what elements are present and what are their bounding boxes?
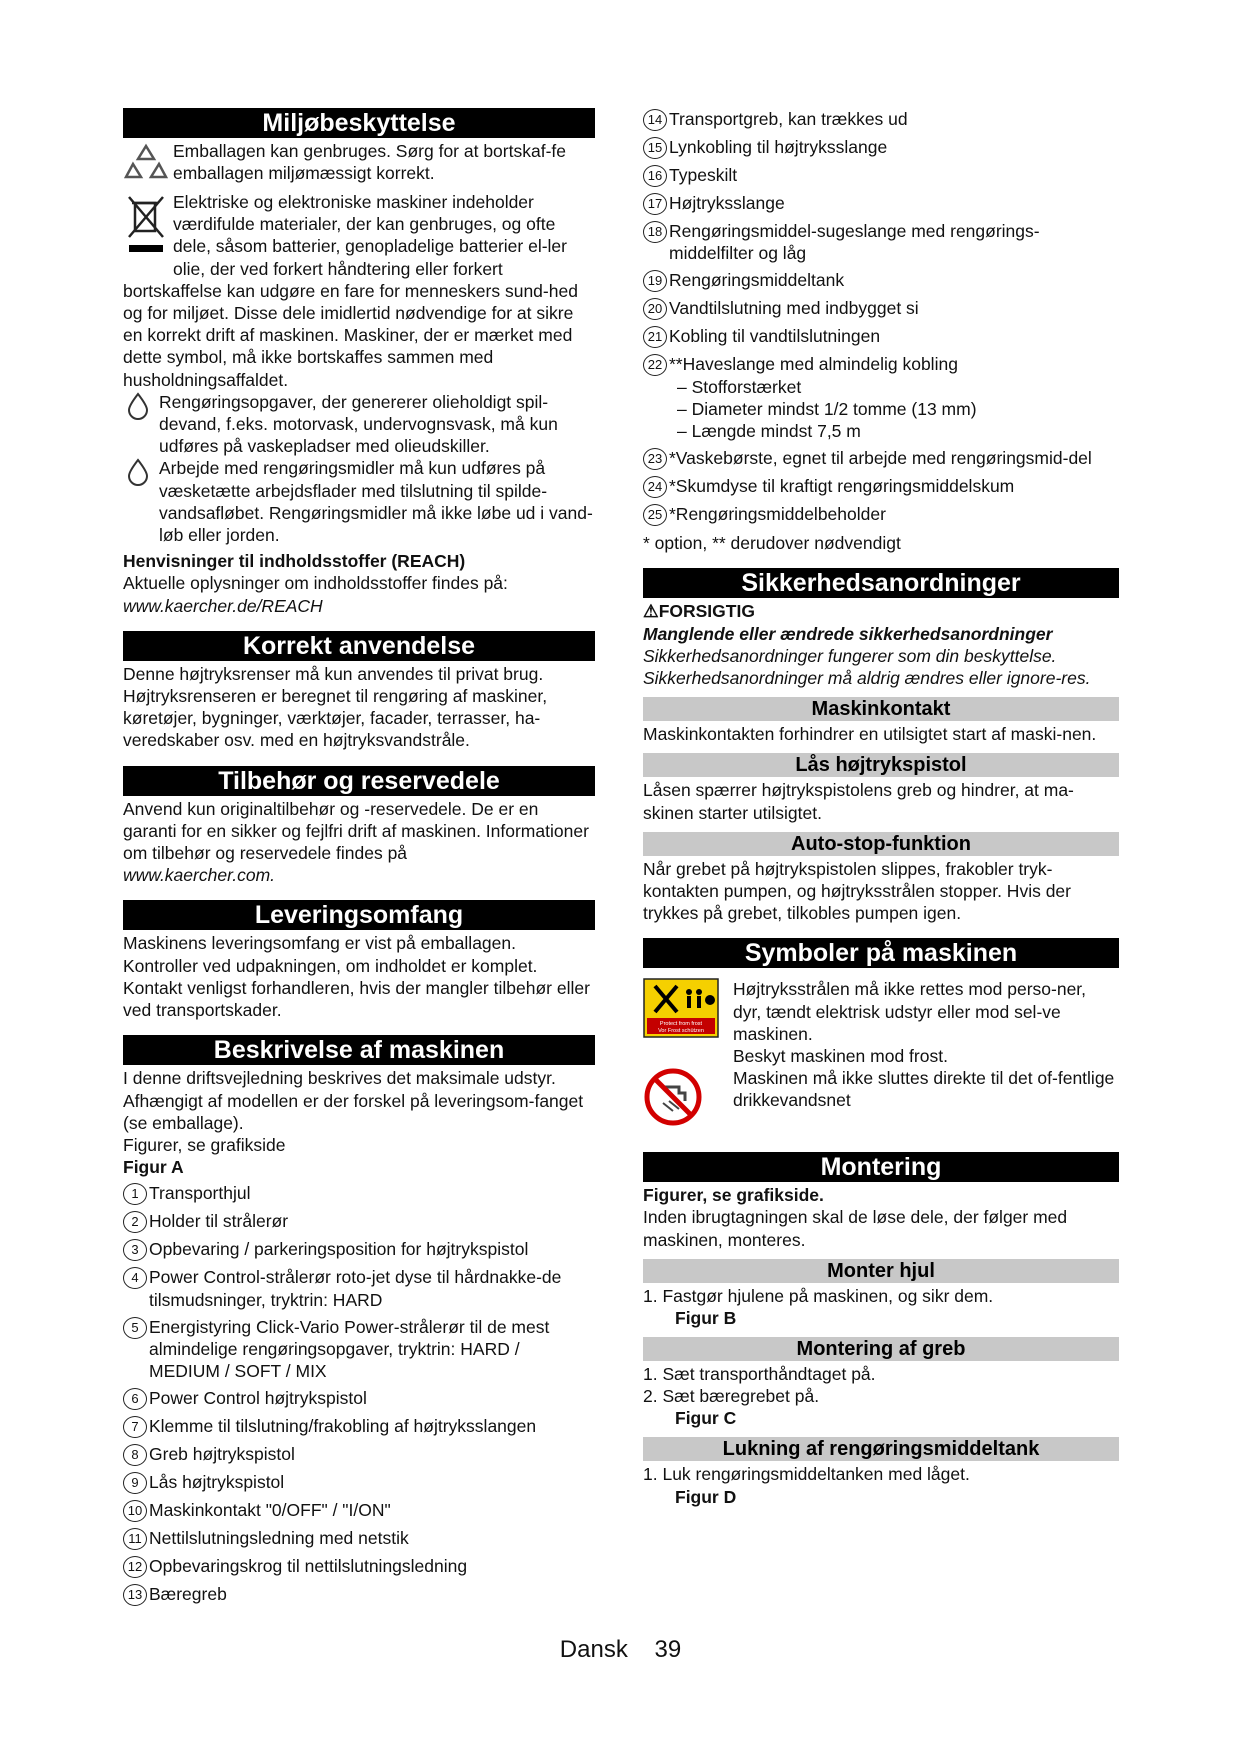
hose-spec: – Længde mindst 7,5 m bbox=[677, 421, 861, 442]
item-number-badge: 24 bbox=[643, 476, 667, 498]
legend-item bbox=[643, 269, 1119, 292]
section-tilbehor bbox=[123, 766, 595, 887]
legend-item bbox=[643, 325, 1119, 348]
montering-text: Inden ibrugtagningen skal de løse dele, der følger med maskinen, monteres. bbox=[643, 1207, 1068, 1250]
item-label: Power Control højtrykspistol bbox=[149, 1388, 367, 1409]
autostop-text: Når grebet på højtrykspistolen slippes, frakobler tryk-kontakten pumpen, og højtryksstrålen stopper. Hvis der trykkes på grebet, tilkobles pumpen igen. bbox=[643, 858, 1071, 924]
item-number-badge: 19 bbox=[643, 270, 667, 292]
item-number-badge: 20 bbox=[643, 298, 667, 320]
item-label: *Skumdyse til kraftigt rengøringsmiddelskum bbox=[669, 476, 1015, 497]
greb-step-2: 2. Sæt bæregrebet på. bbox=[643, 1386, 820, 1407]
item-number-badge: 14 bbox=[643, 109, 667, 131]
item-number-badge: 17 bbox=[643, 193, 667, 215]
heading-korrekt: Korrekt anvendelse bbox=[123, 631, 595, 661]
legend-item bbox=[123, 1210, 595, 1233]
item-label: Rengøringsmiddeltank bbox=[669, 270, 845, 291]
legend-item bbox=[123, 1387, 595, 1410]
item-number-badge: 3 bbox=[123, 1239, 147, 1261]
item-number-badge: 4 bbox=[123, 1267, 147, 1289]
item-number-badge: 5 bbox=[123, 1317, 147, 1339]
page-footer bbox=[0, 1636, 1241, 1664]
right-column bbox=[643, 108, 1119, 1508]
item-label: *Rengøringsmiddelbeholder bbox=[669, 504, 886, 525]
item-label: Holder til strålerør bbox=[149, 1211, 289, 1232]
item-label: Nettilslutningsledning med netstik bbox=[149, 1528, 409, 1549]
item-label: Lås højtrykspistol bbox=[149, 1472, 285, 1493]
laas-text: Låsen spærrer højtrykspistolens greb og hindrer, at ma-skinen starter utilsigtet. bbox=[643, 780, 1074, 823]
item-number-badge: 8 bbox=[123, 1444, 147, 1466]
miljo-paragraph-3: Rengøringsopgaver, der genererer olieholdigt spil-devand, f.eks. motorvask, undervognsvask, må kun udføres på vaskepladser med olieudskiller. bbox=[159, 391, 558, 457]
legend-item bbox=[643, 164, 1119, 187]
item-number-badge: 9 bbox=[123, 1472, 147, 1494]
section-montering bbox=[643, 1152, 1119, 1251]
heading-maskinkontakt: Maskinkontakt bbox=[643, 697, 1119, 721]
section-sikkerhed bbox=[643, 568, 1119, 689]
item-number-badge: 18 bbox=[643, 221, 667, 243]
legend-item bbox=[643, 220, 1119, 264]
symbol-2-text: Maskinen må ikke sluttes direkte til det of-fentlige drikkevandsnet bbox=[733, 1068, 1115, 1111]
tilbehor-text: Anvend kun originaltilbehør og -reservedele. De er en garanti for en sikker og fejlfri drift af maskinen. Informationer om tilbehør og reservedele findes på bbox=[123, 798, 589, 864]
section-korrekt bbox=[123, 631, 595, 752]
reach-link[interactable]: www.kaercher.de/REACH bbox=[123, 595, 323, 616]
miljo-paragraph-2a: Elektriske og elektroniske maskiner indeholder værdifulde materialer, der kan genbruges, og ofte dele, såsom batterier, genopladelige batterier el-ler olie, der ved forkert håndtering eller forkert bbox=[173, 192, 567, 279]
section-autostop bbox=[643, 832, 1119, 925]
item-label: **Haveslange med almindelig kobling bbox=[669, 354, 958, 375]
item-label: Transportgreb, kan trækkes ud bbox=[669, 109, 908, 129]
heading-montering: Montering bbox=[643, 1152, 1119, 1182]
item-label: Kobling til vandtilslutningen bbox=[669, 326, 881, 347]
legend-item bbox=[123, 1471, 595, 1494]
figure-a-label: Figur A bbox=[123, 1157, 184, 1178]
tilbehor-link[interactable]: www.kaercher.com. bbox=[123, 865, 276, 886]
miljo-paragraph-4: Arbejde med rengøringsmidler må kun udføres på væsketætte arbejdsflader med tilslutning til spilde-vandsafløbet. Rengøringsmidler må ikke løbe ud i vand-løb eller jorden. bbox=[159, 458, 593, 546]
warning-title: Manglende eller ændrede sikkerhedsanordninger bbox=[643, 623, 1053, 644]
item-number-badge: 15 bbox=[643, 137, 667, 159]
section-laas bbox=[643, 753, 1119, 823]
item-label: Højtryksslange bbox=[669, 193, 785, 213]
legend-item bbox=[643, 108, 1119, 131]
crossed-bin-icon bbox=[123, 191, 173, 262]
section-hjul bbox=[643, 1259, 1119, 1329]
greb-step-1: 1. Sæt transporthåndtaget på. bbox=[643, 1364, 876, 1385]
lukning-step-1: 1. Luk rengøringsmiddeltanken med låget. bbox=[643, 1464, 970, 1485]
page-number: 39 bbox=[654, 1636, 682, 1663]
hjul-step-1: 1. Fastgør hjulene på maskinen, og sikr dem. bbox=[643, 1285, 994, 1306]
item-label: Power Control-strålerør roto-jet dyse til hårdnakke-de tilsmudsninger, tryktrin: HARD bbox=[149, 1267, 562, 1310]
item-number-badge: 22 bbox=[643, 354, 667, 376]
section-beskrivelse bbox=[123, 1035, 595, 1606]
legend-list-right bbox=[643, 108, 1119, 526]
legend-item bbox=[643, 475, 1119, 498]
item-label: Lynkobling til højtryksslange bbox=[669, 137, 888, 157]
heading-hjul: Monter hjul bbox=[643, 1259, 1119, 1283]
warning-text: Sikkerhedsanordninger fungerer som din beskyttelse. Sikkerhedsanordninger må aldrig ændres eller ignore-res. bbox=[643, 645, 1091, 689]
legend-item bbox=[643, 447, 1119, 470]
heading-autostop: Auto-stop-funktion bbox=[643, 832, 1119, 856]
heading-tilbehor: Tilbehør og reservedele bbox=[123, 766, 595, 796]
item-label: Opbevaringskrog til nettilslutningsledning bbox=[149, 1556, 468, 1577]
item-label: Bæregreb bbox=[149, 1584, 227, 1605]
item-number-badge: 10 bbox=[123, 1500, 147, 1522]
item-number-badge: 25 bbox=[643, 504, 667, 526]
item-label: Maskinkontakt "0/OFF" / "I/ON" bbox=[149, 1500, 391, 1521]
footnote: * option, ** derudover nødvendigt bbox=[643, 533, 901, 554]
section-symboler bbox=[643, 938, 1119, 1132]
heading-laas: Lås højtrykspistol bbox=[643, 753, 1119, 777]
item-number-badge: 16 bbox=[643, 165, 667, 187]
water-drop-icon bbox=[123, 457, 159, 492]
heading-levering: Leveringsomfang bbox=[123, 900, 595, 930]
recycle-icon bbox=[123, 140, 173, 191]
legend-item bbox=[123, 1238, 595, 1261]
item-label: *Vaskebørste, egnet til arbejde med rengøringsmid-del bbox=[669, 448, 1092, 469]
figure-b-label: Figur B bbox=[675, 1308, 737, 1329]
legend-item bbox=[123, 1266, 595, 1310]
legend-item bbox=[643, 353, 1119, 442]
legend-item bbox=[123, 1316, 595, 1383]
figure-c-label: Figur C bbox=[675, 1408, 737, 1429]
section-greb bbox=[643, 1337, 1119, 1429]
label-frost-de: Vor Frost schützen bbox=[658, 1028, 704, 1035]
item-label: Rengøringsmiddel-sugeslange med rengørings-middelfilter og låg bbox=[669, 221, 1040, 264]
miljo-paragraph-2b: bortskaffelse kan udgøre en fare for menneskers sund-hed og for miljøet. Disse dele imidlertid nødvendige for at sikre en korrekt drift af maskinen. Maskiner, der er mærket med dette symbol, må ikke bortskaffes sammen med husholdningsaffaldet. bbox=[123, 280, 578, 390]
item-label: Transporthjul bbox=[149, 1183, 251, 1204]
symbol-1b-text: Beskyt maskinen mod frost. bbox=[733, 1046, 948, 1067]
section-maskinkontakt bbox=[643, 697, 1119, 745]
legend-item bbox=[643, 136, 1119, 159]
section-miljo bbox=[123, 108, 595, 617]
item-number-badge: 6 bbox=[123, 1388, 147, 1410]
heading-greb: Montering af greb bbox=[643, 1337, 1119, 1361]
legend-item bbox=[123, 1182, 595, 1205]
legend-item bbox=[643, 297, 1119, 320]
caution-label: ⚠FORSIGTIG bbox=[643, 601, 755, 622]
legend-item bbox=[123, 1527, 595, 1550]
legend-item bbox=[643, 192, 1119, 215]
legend-item bbox=[123, 1415, 595, 1438]
item-number-badge: 12 bbox=[123, 1556, 147, 1578]
warning-label-icon bbox=[643, 978, 733, 1067]
section-levering bbox=[123, 900, 595, 1021]
footer-language: Dansk bbox=[559, 1636, 628, 1663]
reach-title: Henvisninger til indholdsstoffer (REACH) bbox=[123, 551, 466, 572]
item-number-badge: 23 bbox=[643, 448, 667, 470]
label-frost-en: Protect from frost bbox=[659, 1021, 703, 1028]
miljo-paragraph-1: Emballagen kan genbruges. Sørg for at bortskaf-fe emballagen miljømæssigt korrekt. bbox=[173, 141, 566, 184]
heading-miljo: Miljøbeskyttelse bbox=[123, 108, 595, 138]
legend-item bbox=[123, 1443, 595, 1466]
item-number-badge: 11 bbox=[123, 1528, 147, 1550]
item-label: Vandtilslutning med indbygget si bbox=[669, 298, 919, 319]
item-label: Klemme til tilslutning/frakobling af højtryksslangen bbox=[149, 1416, 537, 1437]
water-drop-icon bbox=[123, 391, 159, 426]
legend-item bbox=[123, 1555, 595, 1578]
reach-text: Aktuelle oplysninger om indholdsstoffer findes på: bbox=[123, 573, 508, 594]
hose-spec: – Stofforstærket bbox=[677, 376, 802, 397]
heading-beskrivelse: Beskrivelse af maskinen bbox=[123, 1035, 595, 1065]
heading-symboler: Symboler på maskinen bbox=[643, 938, 1119, 968]
legend-item bbox=[123, 1583, 595, 1606]
item-number-badge: 7 bbox=[123, 1416, 147, 1438]
heading-sikkerhed: Sikkerhedsanordninger bbox=[643, 568, 1119, 598]
korrekt-text: Denne højtryksrenser må kun anvendes til privat brug. Højtryksrenseren er beregnet til rengøring af maskiner, køretøjer, bygninger, værktøjer, facader, terrasser, ha-veredskaber osv. med en højtryksvandstråle. bbox=[123, 663, 548, 751]
section-lukning bbox=[643, 1437, 1119, 1507]
figure-d-label: Figur D bbox=[675, 1486, 737, 1507]
no-drinking-water-icon bbox=[643, 1067, 733, 1132]
item-number-badge: 21 bbox=[643, 326, 667, 348]
heading-lukning: Lukning af rengøringsmiddeltank bbox=[643, 1437, 1119, 1461]
item-label: Greb højtrykspistol bbox=[149, 1444, 295, 1465]
item-number-badge: 13 bbox=[123, 1584, 147, 1606]
legend-list-left bbox=[123, 1182, 595, 1606]
figure-reference-text: Figurer, se grafikside bbox=[123, 1134, 286, 1155]
item-number-badge: 2 bbox=[123, 1211, 147, 1233]
legend-item bbox=[643, 503, 1119, 526]
beskrivelse-text: I denne driftsvejledning beskrives det maksimale udstyr. Afhængigt af modellen er der forskel på leveringsom-fanget (se emballage). bbox=[123, 1068, 584, 1133]
maskinkontakt-text: Maskinkontakten forhindrer en utilsigtet start af maski-nen. bbox=[643, 724, 1097, 745]
item-number-badge: 1 bbox=[123, 1183, 147, 1205]
item-label: Opbevaring / parkeringsposition for højtrykspistol bbox=[149, 1239, 529, 1260]
left-column bbox=[123, 108, 595, 1611]
hose-spec: – Diameter mindst 1/2 tomme (13 mm) bbox=[677, 398, 977, 419]
montering-fig: Figurer, se grafikside. bbox=[643, 1185, 824, 1206]
symbol-1-text: Højtryksstrålen må ikke rettes mod perso-ner, dyr, tændt elektrisk udstyr eller mod sel-ve maskinen. bbox=[733, 979, 1087, 1044]
levering-text: Maskinens leveringsomfang er vist på emballagen. Kontroller ved udpakningen, om indholdet er komplet. Kontakt venligst forhandleren, hvis der mangler tilbehør eller ved transportskader. bbox=[123, 933, 590, 1021]
legend-item bbox=[123, 1499, 595, 1522]
item-label: Typeskilt bbox=[669, 165, 738, 185]
item-label: Energistyring Click-Vario Power-strålerør til de mest almindelige rengøringsopgaver, tryktrin: HARD / MEDIUM / SOFT / MIX bbox=[149, 1316, 550, 1382]
